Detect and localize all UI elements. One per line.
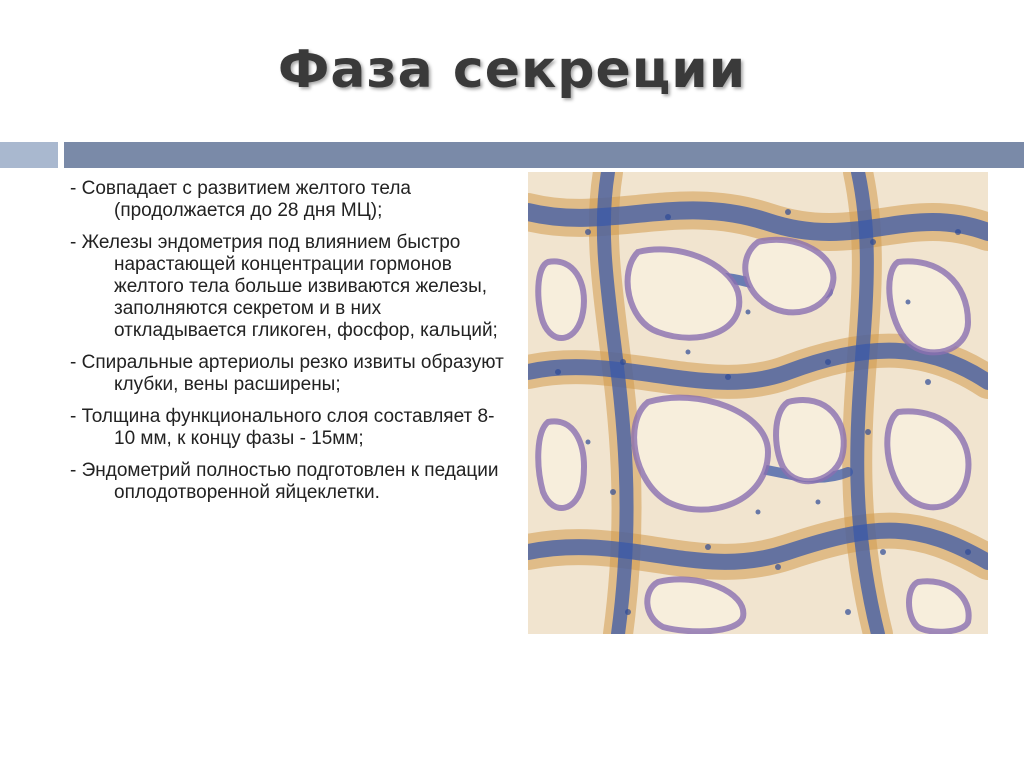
bullet-list (70, 178, 510, 514)
histology-image (528, 172, 988, 634)
list-item (70, 460, 510, 504)
histology-micrograph (528, 172, 988, 634)
list-item (70, 232, 510, 342)
list-item (70, 406, 510, 450)
bullet-text: - Толщина функционального слоя составляет 8-10 мм, к концу фазы - 15мм; (70, 406, 495, 449)
bullet-text: - Железы эндометрия под влиянием быстро нарастающей концентрации гормонов желтого тела больше извиваются железы, заполняются секретом и в них откладывается гликоген, фосфор, кальций; (70, 232, 498, 341)
bullet-text: - Совпадает с развитием желтого тела (продолжается до 28 дня МЦ); (70, 178, 417, 221)
bullet-text: - Спиральные артериолы резко извиты образуют клубки, вены расширены; (70, 352, 510, 395)
list-item (70, 352, 510, 396)
slide-title: Фаза секреции (277, 40, 747, 100)
header-bar-accent (0, 142, 58, 168)
bullet-text: - Эндометрий полностью подготовлен к педации оплодотворенной яйцеклетки. (70, 460, 504, 503)
list-item (70, 178, 510, 222)
header-bar (64, 142, 1024, 168)
